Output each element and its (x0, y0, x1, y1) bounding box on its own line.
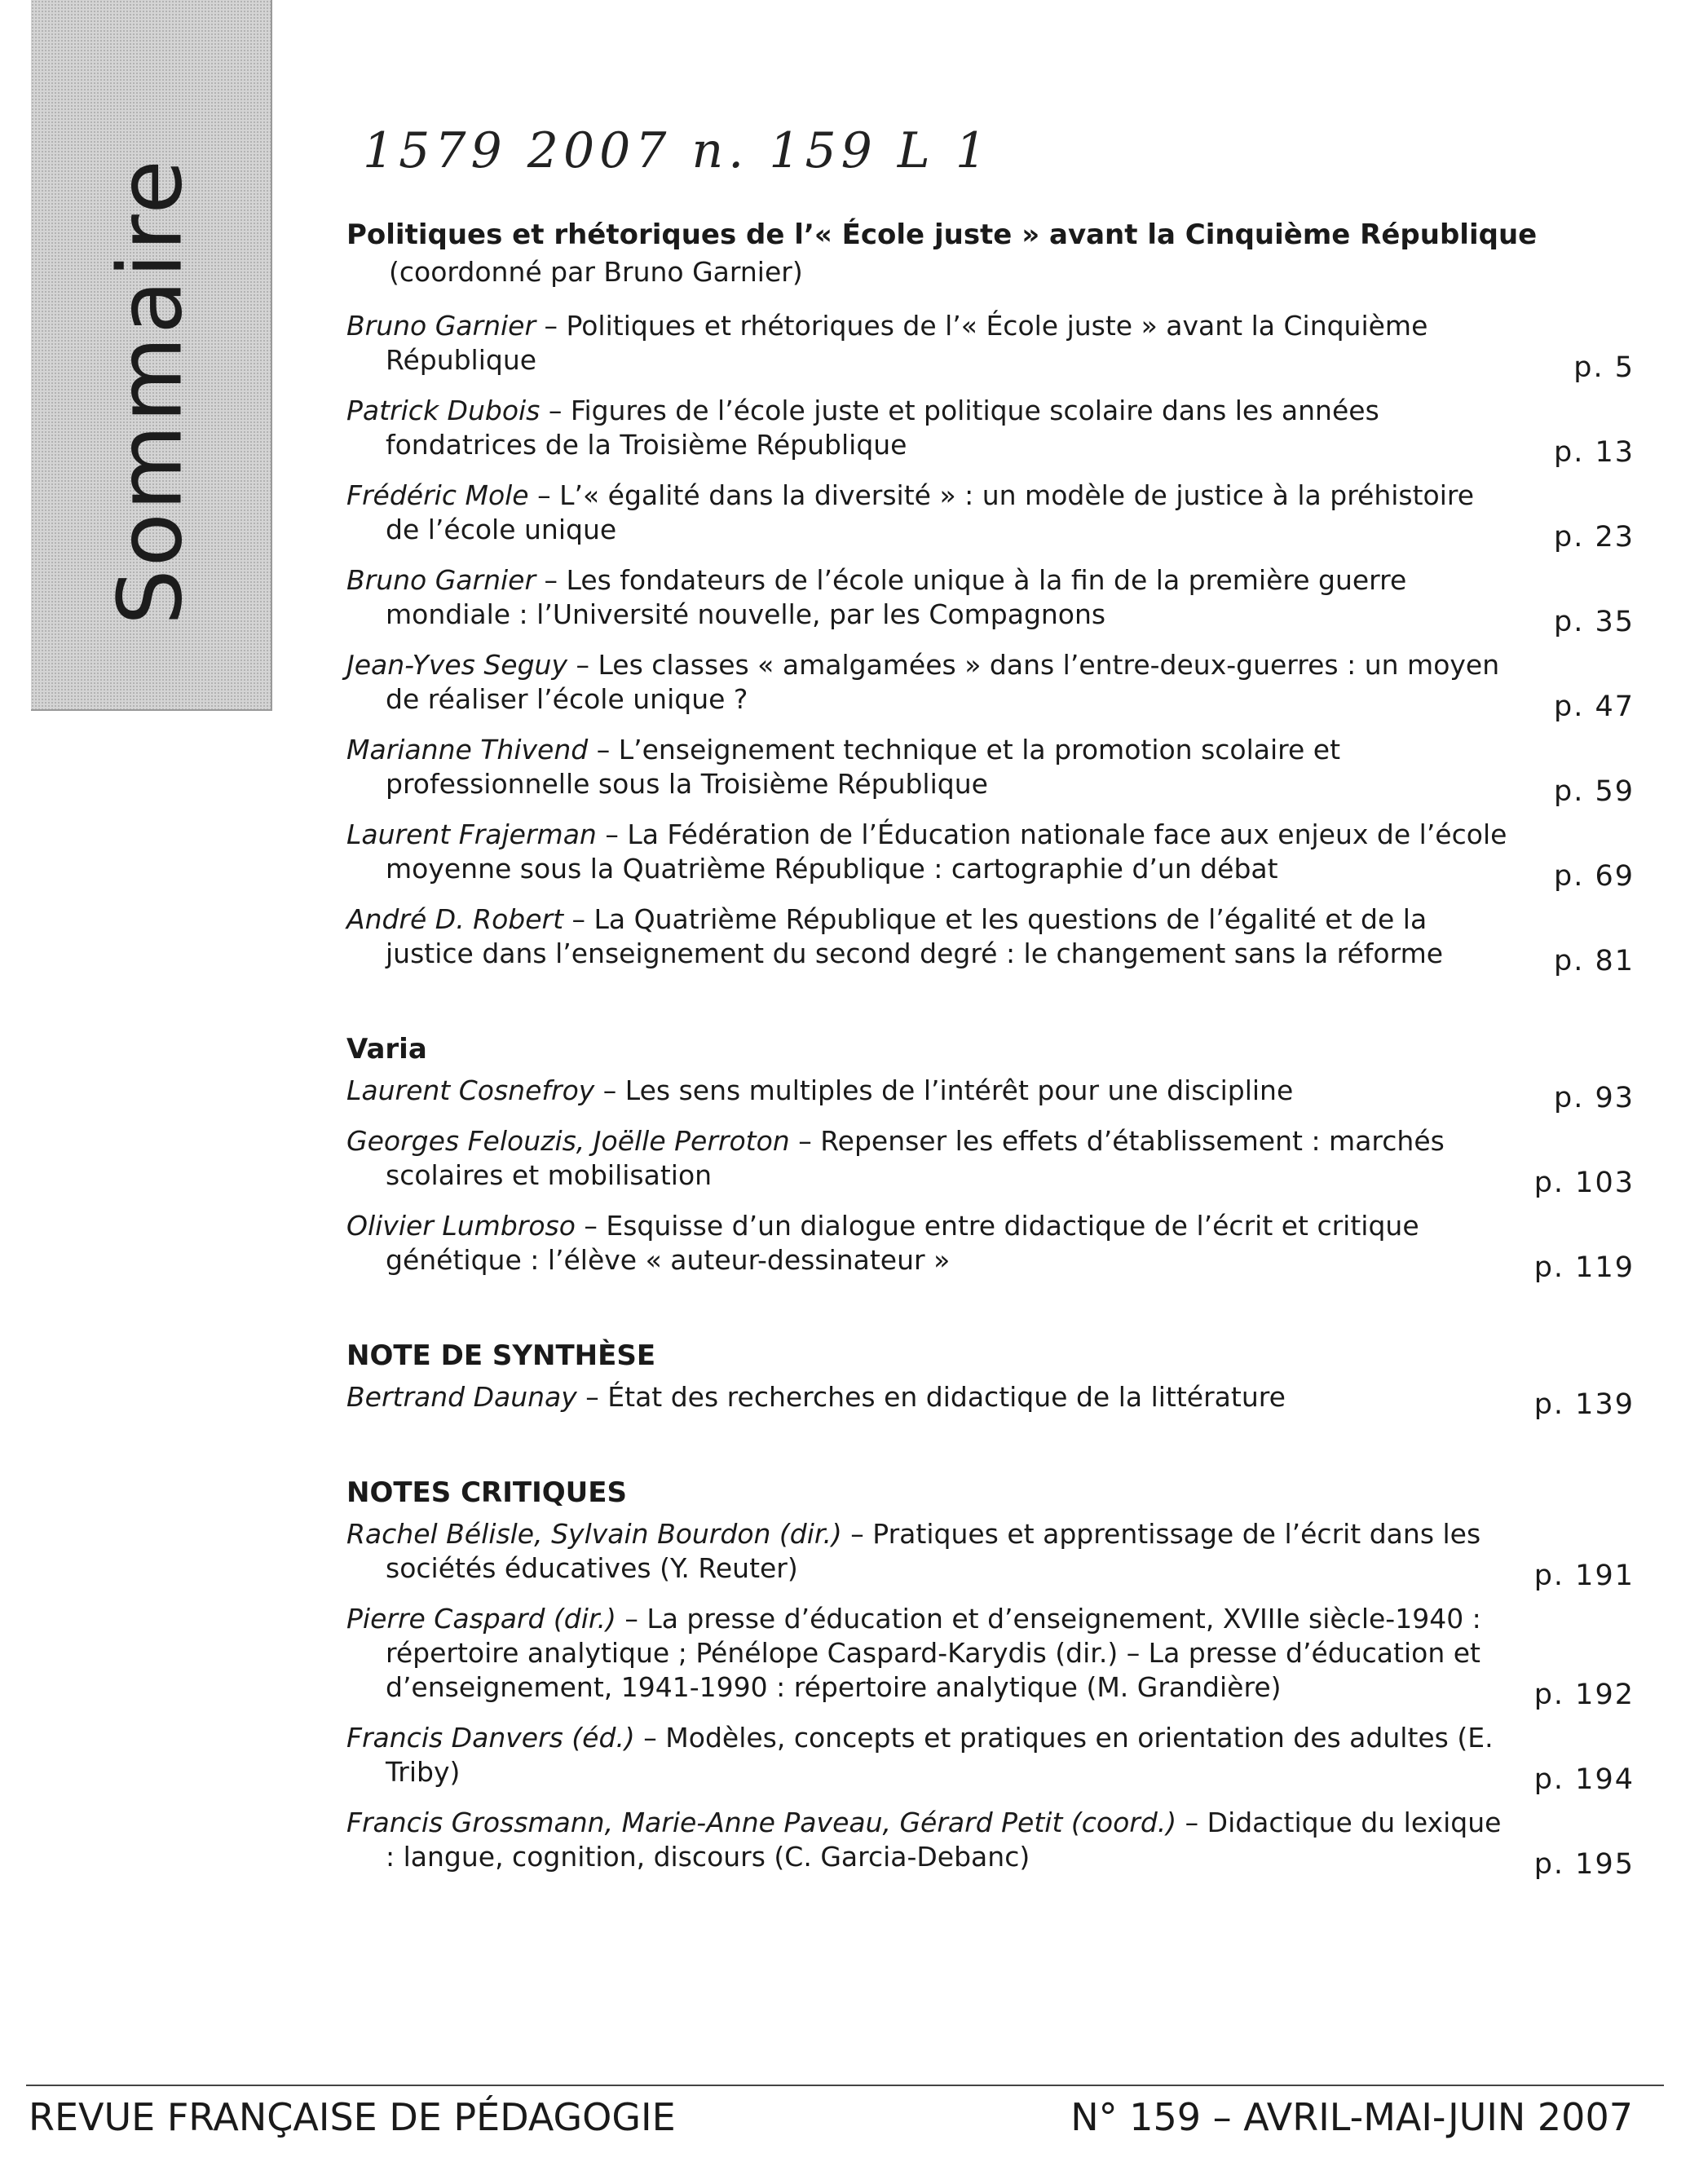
entry-title: Politiques et rhétoriques de l’« École juste » avant la Cinquième République (386, 310, 1428, 376)
entry-title: Didactique du lexique : langue, cognition, discours (C. Garcia-Debanc) (386, 1807, 1502, 1873)
entry-author: Marianne Thivend (346, 734, 589, 766)
entry-text: Olivier Lumbroso – Esquisse d’un dialogue entre didactique de l’écrit et critique génétique : l’élève « auteur-dessinateur » (346, 1210, 1419, 1276)
side-title: Sommaire (99, 157, 202, 625)
entry-title: Figures de l’école juste et politique scolaire dans les années fondatrices de la Troisième République (386, 395, 1379, 461)
entry-text: Pierre Caspard (dir.) – La presse d’éducation et d’enseignement, XVIIIe siècle-1940 : répertoire analytique ; Pénélope Caspard-Karydis (dir.) – La presse d’éducation et d’enseignement, 1941-1990 : répertoire analytique (M. Grandière) (346, 1603, 1481, 1703)
entry-title: L’enseignement technique et la promotion scolaire et professionnelle sous la Troisième République (386, 734, 1341, 800)
entry-title: Esquisse d’un dialogue entre didactique de l’écrit et critique génétique : l’élève « auteur-dessinateur » (386, 1210, 1419, 1276)
entry-page: p. 5 (1573, 351, 1635, 384)
entry-title: Pratiques et apprentissage de l’écrit dans les sociétés éducatives (Y. Reuter) (386, 1518, 1481, 1584)
toc-entry (346, 733, 1635, 808)
toc-entry (346, 1602, 1635, 1711)
entry-page: p. 194 (1533, 1763, 1635, 1796)
entry-text: Rachel Bélisle, Sylvain Bourdon (dir.) – Pratiques et apprentissage de l’écrit dans les sociétés éducatives (Y. Reuter) (346, 1518, 1481, 1584)
entry-author: Laurent Cosnefroy (346, 1074, 595, 1106)
entry-text: Francis Grossmann, Marie-Anne Paveau, Gérard Petit (coord.) – Didactique du lexique : langue, cognition, discours (C. Garcia-Debanc) (346, 1807, 1502, 1873)
handwritten-note: 1579 2007 n. 159 L 1 (363, 122, 992, 179)
entry-title: La Quatrième République et les questions de l’égalité et de la justice dans l’enseignement du second degré : le changement sans la réforme (386, 903, 1444, 969)
entry-title: État des recherches en didactique de la littérature (607, 1381, 1286, 1413)
entry-author: Bertrand Daunay (346, 1381, 577, 1413)
entry-text: Laurent Frajerman – La Fédération de l’Éducation nationale face aux enjeux de l’école moyenne sous la Quatrième République : cartographie d’un débat (346, 818, 1507, 885)
entry-author: Patrick Dubois (346, 395, 541, 426)
entry-text: Bertrand Daunay – État des recherches en didactique de la littérature (346, 1381, 1286, 1413)
entry-text: André D. Robert – La Quatrième République et les questions de l’égalité et de la justice dans l’enseignement du second degré : le changement sans la réforme (346, 903, 1444, 969)
entry-page: p. 192 (1533, 1679, 1635, 1711)
entry-page: p. 139 (1533, 1388, 1635, 1421)
entry-author: Francis Grossmann, Marie-Anne Paveau, Gérard Petit (coord.) (346, 1807, 1177, 1838)
synthese-heading: NOTE DE SYNTHÈSE (346, 1339, 656, 1372)
toc-entry (346, 1806, 1635, 1881)
entry-page: p. 13 (1553, 436, 1635, 469)
entry-title: Les classes « amalgamées » dans l’entre-deux-guerres : un moyen de réaliser l’école unique ? (386, 649, 1500, 715)
critiques-heading: NOTES CRITIQUES (346, 1476, 627, 1509)
entry-page: p. 81 (1553, 945, 1635, 977)
entry-title: L’« égalité dans la diversité » : un modèle de justice à la préhistoire de l’école unique (386, 479, 1475, 545)
entry-author: André D. Robert (346, 903, 564, 935)
toc-entry (346, 1124, 1635, 1199)
entry-page: p. 59 (1553, 775, 1635, 808)
entry-text: Bruno Garnier – Politiques et rhétoriques de l’« École juste » avant la Cinquième République (346, 310, 1428, 376)
footer-rule (26, 2085, 1664, 2086)
entry-author: Georges Felouzis, Joëlle Perroton (346, 1125, 790, 1157)
toc-entry (346, 1074, 1635, 1114)
entry-author: Bruno Garnier (346, 310, 536, 342)
issue-info: N° 159 – AVRIL-MAI-JUIN 2007 (1070, 2095, 1633, 2139)
entry-text: Frédéric Mole – L’« égalité dans la diversité » : un modèle de justice à la préhistoire de l’école unique (346, 479, 1475, 545)
toc-entry (346, 394, 1635, 469)
table-of-contents (346, 216, 1635, 1891)
entry-page: p. 69 (1553, 860, 1635, 893)
journal-name: REVUE FRANÇAISE DE PÉDAGOGIE (29, 2095, 676, 2139)
entry-title: La presse d’éducation et d’enseignement, XVIIIe siècle-1940 : répertoire analytique ; Pénélope Caspard-Karydis (dir.) – La presse d’éducation et d’enseignement, 1941-1990 : répertoire analytique (M. Grandière) (386, 1603, 1481, 1703)
toc-entry (346, 1517, 1635, 1592)
entry-author: Francis Danvers (éd.) (346, 1722, 635, 1754)
dossier-subtitle: (coordonné par Bruno Garnier) (389, 256, 803, 288)
entry-page: p. 47 (1553, 690, 1635, 723)
entry-author: Rachel Bélisle, Sylvain Bourdon (dir.) (346, 1518, 842, 1550)
entry-author: Laurent Frajerman (346, 818, 597, 850)
toc-entry (346, 818, 1635, 893)
entry-text: Francis Danvers (éd.) – Modèles, concepts et pratiques en orientation des adultes (E. Triby) (346, 1722, 1494, 1788)
dossier-title: Politiques et rhétoriques de l’« École juste » avant la Cinquième République (346, 218, 1538, 251)
entry-author: Bruno Garnier (346, 564, 536, 596)
entry-page: p. 119 (1533, 1251, 1635, 1284)
entry-page: p. 35 (1553, 606, 1635, 638)
toc-entry (346, 563, 1635, 638)
entry-title: Les sens multiples de l’intérêt pour une discipline (624, 1074, 1294, 1106)
entry-page: p. 195 (1533, 1848, 1635, 1881)
entry-page: p. 103 (1533, 1167, 1635, 1199)
entry-title: La Fédération de l’Éducation nationale face aux enjeux de l’école moyenne sous la Quatrième République : cartographie d’un débat (386, 818, 1507, 885)
entry-text: Georges Felouzis, Joëlle Perroton – Repenser les effets d’établissement : marchés scolaires et mobilisation (346, 1125, 1445, 1191)
varia-entries (346, 1074, 1635, 1284)
dossier-entries (346, 309, 1635, 977)
toc-entry (346, 479, 1635, 554)
varia-heading: Varia (346, 1033, 427, 1066)
entry-page: p. 23 (1553, 521, 1635, 554)
entry-title: Les fondateurs de l’école unique à la fin de la première guerre mondiale : l’Université nouvelle, par les Compagnons (386, 564, 1407, 630)
entry-text: Jean-Yves Seguy – Les classes « amalgamées » dans l’entre-deux-guerres : un moyen de réaliser l’école unique ? (346, 649, 1500, 715)
toc-entry (346, 648, 1635, 723)
toc-entry (346, 902, 1635, 977)
entry-author: Jean-Yves Seguy (346, 649, 567, 681)
entry-text: Patrick Dubois – Figures de l’école juste et politique scolaire dans les années fondatrices de la Troisième République (346, 395, 1379, 461)
toc-entry (346, 1209, 1635, 1284)
entry-author: Pierre Caspard (dir.) (346, 1603, 616, 1635)
entry-page: p. 93 (1553, 1082, 1635, 1114)
entry-title: Modèles, concepts et pratiques en orientation des adultes (E. Triby) (386, 1722, 1494, 1788)
critiques-entries (346, 1517, 1635, 1881)
entry-page: p. 191 (1533, 1560, 1635, 1592)
toc-entry (346, 1380, 1635, 1421)
entry-author: Frédéric Mole (346, 479, 529, 511)
toc-entry (346, 309, 1635, 384)
synthese-entries (346, 1380, 1635, 1421)
entry-text: Laurent Cosnefroy – Les sens multiples de l’intérêt pour une discipline (346, 1074, 1294, 1106)
toc-entry (346, 1721, 1635, 1796)
entry-title: Repenser les effets d’établissement : marchés scolaires et mobilisation (386, 1125, 1445, 1191)
entry-author: Olivier Lumbroso (346, 1210, 576, 1242)
entry-text: Bruno Garnier – Les fondateurs de l’école unique à la fin de la première guerre mondiale : l’Université nouvelle, par les Compagnons (346, 564, 1407, 630)
entry-text: Marianne Thivend – L’enseignement technique et la promotion scolaire et professionnelle sous la Troisième République (346, 734, 1341, 800)
